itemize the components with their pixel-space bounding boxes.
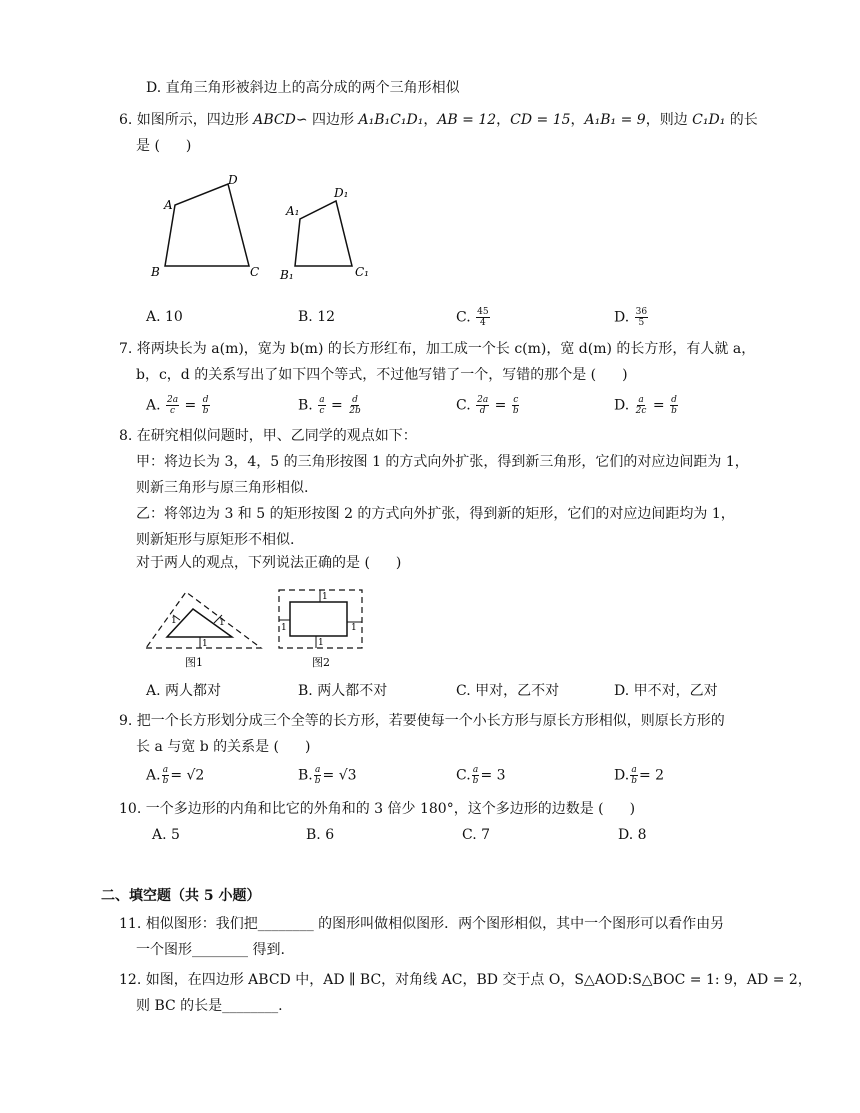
tick-label: 1 [281, 623, 287, 633]
label-c: C [250, 265, 260, 279]
q6-text: 是 ( [136, 138, 160, 154]
q11-stem-line1: 11. 相似图形：我们把________ 的图形叫做相似图形．两个图形相似，其中一个图形可以看作由另 [119, 916, 725, 932]
q9-stem-line2: 长 a 与宽 b 的关系是 ( ) [136, 739, 311, 755]
q6-text: ∽ 四边形 [295, 112, 355, 128]
option-label: D. [614, 309, 630, 326]
q6-text: 6. 如图所示，四边形 [119, 112, 249, 128]
q6-figures [140, 170, 380, 285]
q6-option-a: A. 10 [146, 309, 183, 325]
q6-text: ， [423, 112, 438, 128]
tick-label: 1 [351, 623, 357, 633]
label-b1: B₁ [280, 268, 294, 282]
q6-math: ABCD [253, 112, 296, 128]
q12-stem-line2: 则 BC 的长是________. [136, 998, 283, 1014]
label-a: A [164, 198, 173, 212]
q6-math: A₁B₁ = 9 [584, 112, 646, 128]
q5-option-d: D. 直角三角形被斜边上的高分成的两个三角形相似 [146, 80, 460, 96]
q8-figures [140, 585, 380, 675]
option-label: C. [456, 309, 471, 326]
q7-option-c: C. $\frac{2a}{d}$ = $\frac{c}{b}$ [456, 395, 519, 416]
q8-stem-line3: 则新三角形与原三角形相似. [136, 480, 309, 496]
q7-option-d: D. $\frac{a}{2c}$ = $\frac{d}{b}$ [614, 395, 677, 416]
fig1-caption: 图1 [185, 656, 203, 669]
q10-option-d: D. 8 [618, 827, 647, 843]
q8-stem-line4: 乙：将邻边为 3 和 5 的矩形按图 2 的方式向外扩张，得到新的矩形，它们的对应边间距均为 1， [136, 506, 735, 522]
q6-option-c [456, 307, 491, 328]
q8-stem-line1: 8. 在研究相似问题时，甲、乙同学的观点如下： [119, 428, 417, 444]
tick-label: 1 [318, 638, 324, 648]
q8-option-c: C. 甲对，乙不对 [456, 683, 560, 699]
label-d: D [228, 173, 238, 187]
q7-text: ) [622, 367, 628, 383]
q6-option-d [614, 307, 649, 328]
q6-stem-line1 [119, 110, 758, 130]
label-c1: C₁ [355, 265, 369, 279]
q6-text: ，则边 [645, 112, 688, 128]
q8-stem-line2: 甲：将边长为 3，4，5 的三角形按图 1 的方式向外扩张，得到新三角形，它们的对应边间距为 1， [136, 454, 749, 470]
label-d1: D₁ [334, 186, 349, 200]
q8-stem-line5: 则新矩形与原矩形不相似. [136, 532, 295, 548]
q6-text: ) [185, 138, 192, 154]
q7-option-a: A. $\frac{2a}{c}$ = $\frac{d}{b}$ [146, 395, 209, 416]
q6-text: ， [496, 112, 511, 128]
fraction: $\frac{45}{4}$ [477, 307, 489, 328]
q10-option-b: B. 6 [306, 827, 335, 843]
q9-option-c: C. $\frac{a}{b}$ = 3 [456, 765, 506, 786]
q10-option-c: C. 7 [462, 827, 491, 843]
q8-option-b: B. 两人都不对 [298, 683, 388, 699]
q6-text: ， [570, 112, 585, 128]
q10-stem-line1: 10. 一个多边形的内角和比它的外角和的 3 倍少 180°，这个多边形的边数是 ( ) [119, 801, 636, 817]
q9-option-a: A. $\frac{a}{b}$ = √2 [146, 765, 205, 786]
q6-option-b: B. 12 [298, 309, 336, 325]
fraction: $\frac{36}{5}$ [635, 307, 648, 328]
section-title: 二、填空题（共 5 小题） [101, 888, 261, 904]
tick-label: 1 [322, 592, 328, 602]
fig2-caption: 图2 [312, 656, 330, 669]
inner-rect [290, 602, 347, 636]
q11-stem-line2: 一个图形________ 得到. [136, 942, 285, 958]
tick-label: 1 [202, 639, 208, 649]
q12-stem-line1: 12. 如图，在四边形 ABCD 中，AD ∥ BC，对角线 AC，BD 交于点 O，S△AOD:S△BOC = 1: 9，AD = 2， [119, 972, 812, 988]
q8-option-a: A. 两人都对 [146, 683, 222, 699]
q9-option-b: B. $\frac{a}{b}$ = √3 [298, 765, 357, 786]
q6-math: AB = 12 [437, 112, 497, 128]
q6-text: 的长 [729, 112, 758, 128]
q9-stem-line1: 9. 把一个长方形划分成三个全等的长方形，若要使每一个小长方形与原长方形相似，则原长方形的 [119, 713, 725, 729]
q7-option-b: B. $\frac{a}{c}$ = $\frac{d}{2b}$ [298, 395, 361, 416]
q8-option-d: D. 甲不对，乙对 [614, 683, 718, 699]
q7-text: b，c，d 的关系写出了如下四个等式，不过他写错了一个，写错的那个是 ( [136, 367, 597, 383]
q10-option-a: A. 5 [152, 827, 180, 843]
q9-option-d: D. $\frac{a}{b}$ = 2 [614, 765, 665, 786]
tick-label: 1 [219, 618, 225, 628]
tick-label: 1 [171, 616, 177, 626]
q7-stem-line1: 7. 将两块长为 a(m)，宽为 b(m) 的长方形红布，加工成一个长 c(m)，宽 d(m) 的长方形，有人就 a， [119, 341, 756, 357]
q6-math: A₁B₁C₁D₁ [358, 112, 424, 128]
q7-stem-line2 [136, 365, 628, 385]
q8-stem-line6: 对于两人的观点，下列说法正确的是 ( ) [136, 555, 402, 571]
q6-math: C₁D₁ [692, 112, 726, 128]
quad-abcd [165, 184, 249, 266]
label-b: B [151, 265, 160, 279]
label-a1: A₁ [286, 204, 300, 218]
q6-math: CD = 15 [510, 112, 571, 128]
q6-stem-line2 [136, 136, 191, 156]
quad-a1b1c1d1 [295, 201, 352, 266]
